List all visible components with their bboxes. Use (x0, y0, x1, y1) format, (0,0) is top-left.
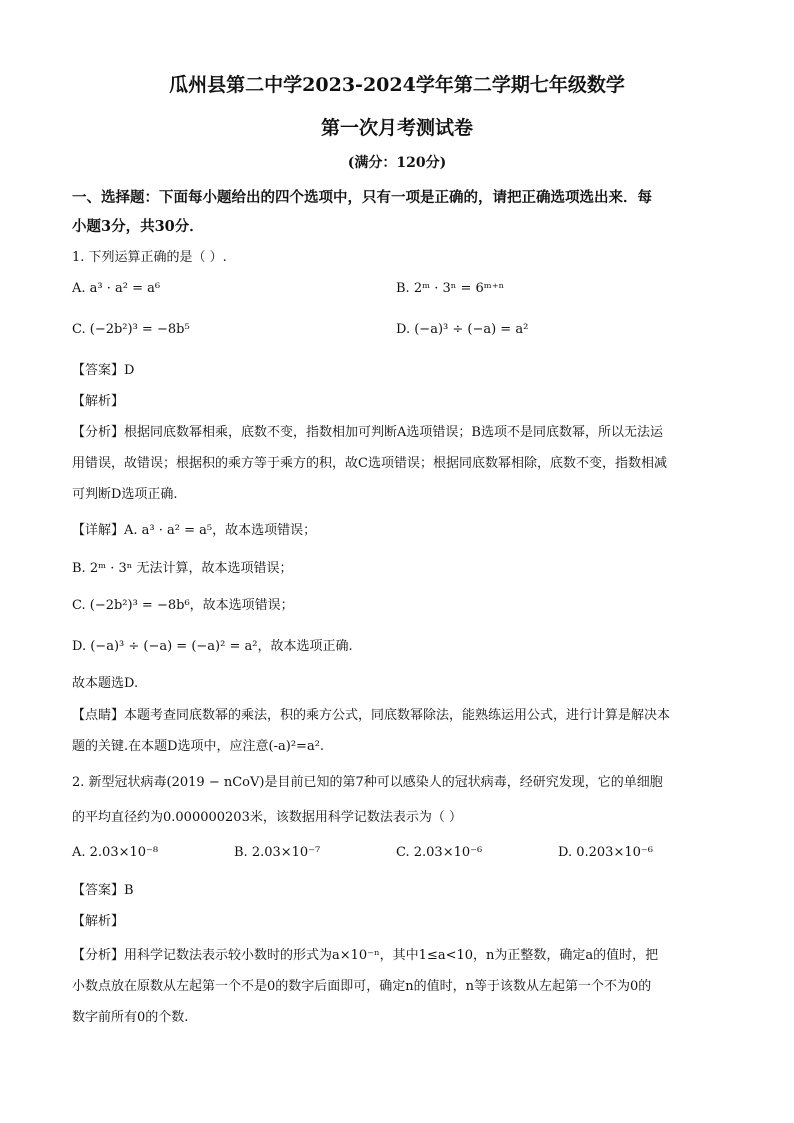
detail-a-text: A. a³ · a² = a⁵，故本选项错误； (124, 523, 317, 538)
q1-detail-a (72, 519, 734, 538)
q1-option-b: B. 2ᵐ · 3ⁿ = 6ᵐ⁺ⁿ (396, 281, 505, 296)
q1-analysis-line1 (72, 421, 734, 440)
analysis-tag: 【分析】 (72, 425, 125, 440)
q1-answer (72, 359, 734, 378)
analysis-text: 根据同底数幂相乘，底数不变，指数相加可判断A选项错误；B选项不是同底数幂，所以无法运 (124, 425, 663, 440)
q2-option-d: D. 0.203×10⁻⁶ (558, 845, 653, 860)
q2-analysis-line3: 数字前所有0的个数. (72, 1010, 189, 1025)
comment-text: 本题考查同底数幂的乘法，积的乘方公式，同底数幂除法，能熟练运用公式，进行计算是解决本 (124, 708, 671, 723)
q2-stem-line1: 2. 新型冠状病毒(2019 − nCoV)是目前已知的第7种可以感染人的冠状病毒，经研究发现，它的单细胞 (72, 775, 663, 790)
detail-tag: 【详解】 (72, 523, 125, 538)
q1-conclusion: 故本题选D. (72, 676, 139, 691)
q2-option-b: B. 2.03×10⁻⁷ (234, 845, 321, 860)
q1-option-c: C. (−2b²)³ = −8b⁵ (72, 322, 190, 337)
section-heading-cont: 小题3分，共30分． (72, 218, 204, 235)
q1-comment-line2: 题的关键.在本题D选项中，应注意(-a)²=a². (72, 739, 325, 754)
answer-tag: 【答案】 (72, 883, 125, 898)
answer-value: B (124, 883, 134, 898)
q2-stem-line2: 的平均直径约为0.000000203米，该数据用科学记数法表示为（ ） (72, 810, 462, 825)
q1-detail-d: D. (−a)³ ÷ (−a) = (−a)² = a²，故本选项正确. (72, 639, 353, 654)
q2-option-c: C. 2.03×10⁻⁶ (396, 845, 483, 860)
q2-answer (72, 879, 734, 898)
analysis-tag: 【分析】 (72, 948, 125, 963)
full-score: (满分：120分) (347, 155, 447, 171)
q1-option-a: A. a³ · a² = a⁶ (72, 281, 161, 296)
section-heading: 一、选择题：下面每小题给出的四个选项中，只有一项是正确的，请把正确选项选出来．每 (72, 189, 652, 206)
answer-tag: 【答案】 (72, 363, 125, 378)
comment-tag: 【点睛】 (72, 708, 125, 723)
exam-title: 瓜州县第二中学2023-2024学年第二学期七年级数学 (169, 74, 625, 96)
q2-analysis-line2: 小数点放在原数从左起第一个不是0的数字后面即可，确定n的值时，n等于该数从左起第一个不为0的 (72, 979, 652, 994)
q2-analysis-line1 (72, 944, 734, 963)
q2-jiexi: 【解析】 (72, 914, 125, 929)
q1-detail-b: B. 2ᵐ · 3ⁿ 无法计算，故本选项错误； (72, 561, 293, 576)
exam-subtitle: 第一次月考测试卷 (320, 117, 473, 139)
answer-value: D (124, 363, 135, 378)
q1-option-d: D. (−a)³ ÷ (−a) = a² (396, 322, 529, 337)
q2-option-a: A. 2.03×10⁻⁸ (72, 845, 159, 860)
q1-stem: 1. 下列运算正确的是（ ）. (72, 250, 227, 265)
q1-jiexi: 【解析】 (72, 394, 125, 409)
analysis-text: 用科学记数法表示较小数时的形式为a×10⁻ⁿ，其中1≤a<10，n为正整数，确定a的值时，把 (124, 948, 659, 963)
q1-detail-c: C. (−2b²)³ = −8b⁶，故本选项错误； (72, 598, 294, 613)
q1-comment-line1 (72, 704, 734, 723)
q1-analysis-line3: 可判断D选项正确. (72, 487, 178, 502)
q1-analysis-line2: 用错误，故错误；根据积的乘方等于乘方的积，故C选项错误；根据同底数幂相除，底数不变，指数相减 (72, 456, 667, 471)
